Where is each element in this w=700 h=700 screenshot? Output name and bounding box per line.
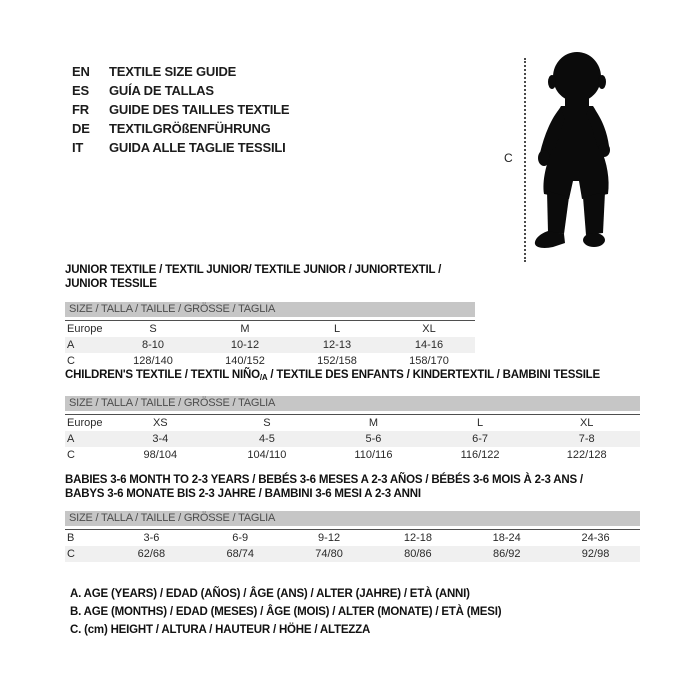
value-cell: 122/128 bbox=[566, 448, 607, 461]
row-label-cell: A bbox=[67, 432, 75, 445]
size-cell: XS bbox=[152, 416, 168, 429]
language-row-de bbox=[72, 119, 289, 138]
row-label-cell: B bbox=[67, 532, 75, 544]
note-age-months: B. AGE (MONTHS) / EDAD (MESES) / ÂGE (MOIS) / ALTER (MONATE) / ETÀ (MESI) bbox=[70, 606, 502, 618]
size-cell: L bbox=[477, 416, 484, 429]
row-label-cell: A bbox=[67, 339, 75, 351]
language-label: GUIDE DES TAILLES TEXTILE bbox=[109, 102, 290, 117]
language-row-fr bbox=[72, 100, 289, 119]
footnotes bbox=[70, 585, 501, 639]
language-list bbox=[72, 62, 289, 157]
section-title bbox=[65, 474, 640, 501]
value-cell: 152/158 bbox=[317, 355, 357, 367]
value-cell: 128/140 bbox=[133, 355, 173, 367]
table-row-height bbox=[65, 546, 640, 562]
title-part: CHILDREN'S TEXTILE / TEXTIL NIÑO bbox=[65, 369, 260, 381]
value-cell: 3-6 bbox=[143, 532, 160, 544]
value-cell: 18-24 bbox=[492, 532, 521, 544]
table-row-age bbox=[65, 431, 640, 447]
table-row-height bbox=[65, 353, 475, 369]
table-row-height bbox=[65, 447, 640, 463]
title-line: BABIES 3-6 MONTH TO 2-3 YEARS / BEBÉS 3-6 MESES A 2-3 AÑOS / BÉBÉS 3-6 MOIS À 2-3 ANS / bbox=[65, 474, 583, 486]
section-title bbox=[65, 369, 640, 385]
figure-area bbox=[500, 48, 640, 268]
baby-silhouette-figure bbox=[531, 51, 623, 256]
value-cell: 6-9 bbox=[232, 532, 249, 544]
title-part: / TEXTILE DES ENFANTS / KINDERTEXTIL / BAMBINI TESSILE bbox=[267, 369, 600, 381]
value-cell: 5-6 bbox=[365, 432, 382, 445]
table-row-age-months bbox=[65, 530, 640, 547]
section-babies-textile bbox=[65, 474, 640, 562]
language-row-en bbox=[72, 62, 289, 81]
section-title: JUNIOR TEXTILE / TEXTIL JUNIOR/ TEXTILE JUNIOR / JUNIORTEXTIL / JUNIOR TESSILE bbox=[65, 264, 442, 290]
note-age-years: A. AGE (YEARS) / EDAD (AÑOS) / ÂGE (ANS) / ALTER (JAHRE) / ETÀ (ANNI) bbox=[70, 588, 470, 600]
language-code: ES bbox=[72, 83, 89, 98]
value-cell: 98/104 bbox=[143, 448, 178, 461]
height-dimension-line bbox=[524, 58, 526, 262]
language-code: EN bbox=[72, 64, 90, 79]
language-label: TEXTILGRÖßENFÜHRUNG bbox=[109, 121, 271, 136]
value-cell: 4-5 bbox=[258, 432, 275, 445]
value-cell: 68/74 bbox=[226, 548, 254, 560]
language-row-it bbox=[72, 138, 289, 157]
value-cell: 14-16 bbox=[414, 339, 444, 351]
value-cell: 62/68 bbox=[137, 548, 166, 560]
language-label: GUÍA DE TALLAS bbox=[109, 83, 214, 98]
height-measure-label: C bbox=[504, 151, 513, 165]
size-cell: S bbox=[263, 416, 271, 429]
size-cell: S bbox=[149, 323, 157, 335]
value-cell: 3-4 bbox=[152, 432, 169, 445]
value-cell: 92/98 bbox=[581, 548, 610, 560]
value-cell: 80/86 bbox=[404, 548, 432, 560]
language-label: TEXTILE SIZE GUIDE bbox=[109, 64, 237, 79]
language-code: DE bbox=[72, 121, 90, 136]
value-cell: 7-8 bbox=[578, 432, 595, 445]
value-cell: 12-13 bbox=[322, 339, 352, 351]
size-header-bar: SIZE / TALLA / TAILLE / GRÖSSE / TAGLIA bbox=[65, 511, 640, 526]
title-subscript: /A bbox=[259, 373, 268, 382]
value-cell: 8-10 bbox=[141, 339, 165, 351]
row-label-cell: Europe bbox=[67, 416, 103, 429]
size-cell: M bbox=[368, 416, 379, 429]
language-code: FR bbox=[72, 102, 89, 117]
value-cell: 110/116 bbox=[354, 448, 393, 461]
value-cell: 10-12 bbox=[230, 339, 260, 351]
table-row-age bbox=[65, 337, 475, 353]
row-label-cell: Europe bbox=[67, 323, 103, 335]
section-junior-textile bbox=[65, 264, 475, 369]
value-cell: 6-7 bbox=[472, 432, 489, 445]
row-label-cell: C bbox=[67, 448, 75, 461]
size-cell: XL bbox=[579, 416, 594, 429]
title-line: BABYS 3-6 MONATE BIS 2-3 JAHRE / BAMBINI 3-6 MESI A 2-3 ANNI bbox=[65, 487, 421, 500]
row-label-cell: C bbox=[67, 548, 75, 560]
value-cell: 9-12 bbox=[318, 532, 341, 544]
value-cell: 86/92 bbox=[492, 548, 521, 560]
babies-size-table bbox=[65, 529, 640, 562]
size-cell: XL bbox=[422, 323, 436, 335]
size-header-bar: SIZE / TALLA / TAILLE / GRÖSSE / TAGLIA bbox=[65, 302, 475, 317]
language-code: IT bbox=[72, 140, 84, 155]
section-children-textile bbox=[65, 369, 640, 463]
value-cell: 74/80 bbox=[315, 548, 343, 560]
value-cell: 104/110 bbox=[247, 448, 287, 461]
table-row-europe bbox=[65, 321, 475, 338]
junior-size-table bbox=[65, 320, 475, 369]
value-cell: 12-18 bbox=[403, 532, 432, 544]
children-size-table bbox=[65, 414, 640, 463]
language-row-es bbox=[72, 81, 289, 100]
note-height-cm: C. (cm) HEIGHT / ALTURA / HAUTEUR / HÖHE / ALTEZZA bbox=[70, 624, 371, 636]
size-header-bar: SIZE / TALLA / TAILLE / GRÖSSE / TAGLIA bbox=[65, 396, 640, 411]
value-cell: 116/122 bbox=[460, 448, 500, 461]
value-cell: 140/152 bbox=[225, 355, 265, 367]
value-cell: 158/170 bbox=[409, 355, 449, 367]
size-cell: M bbox=[240, 323, 250, 335]
table-row-europe bbox=[65, 414, 640, 431]
size-cell: L bbox=[333, 323, 341, 335]
row-label-cell: C bbox=[67, 355, 75, 367]
language-label: GUIDA ALLE TAGLIE TESSILI bbox=[109, 140, 286, 155]
value-cell: 24-36 bbox=[581, 532, 610, 544]
